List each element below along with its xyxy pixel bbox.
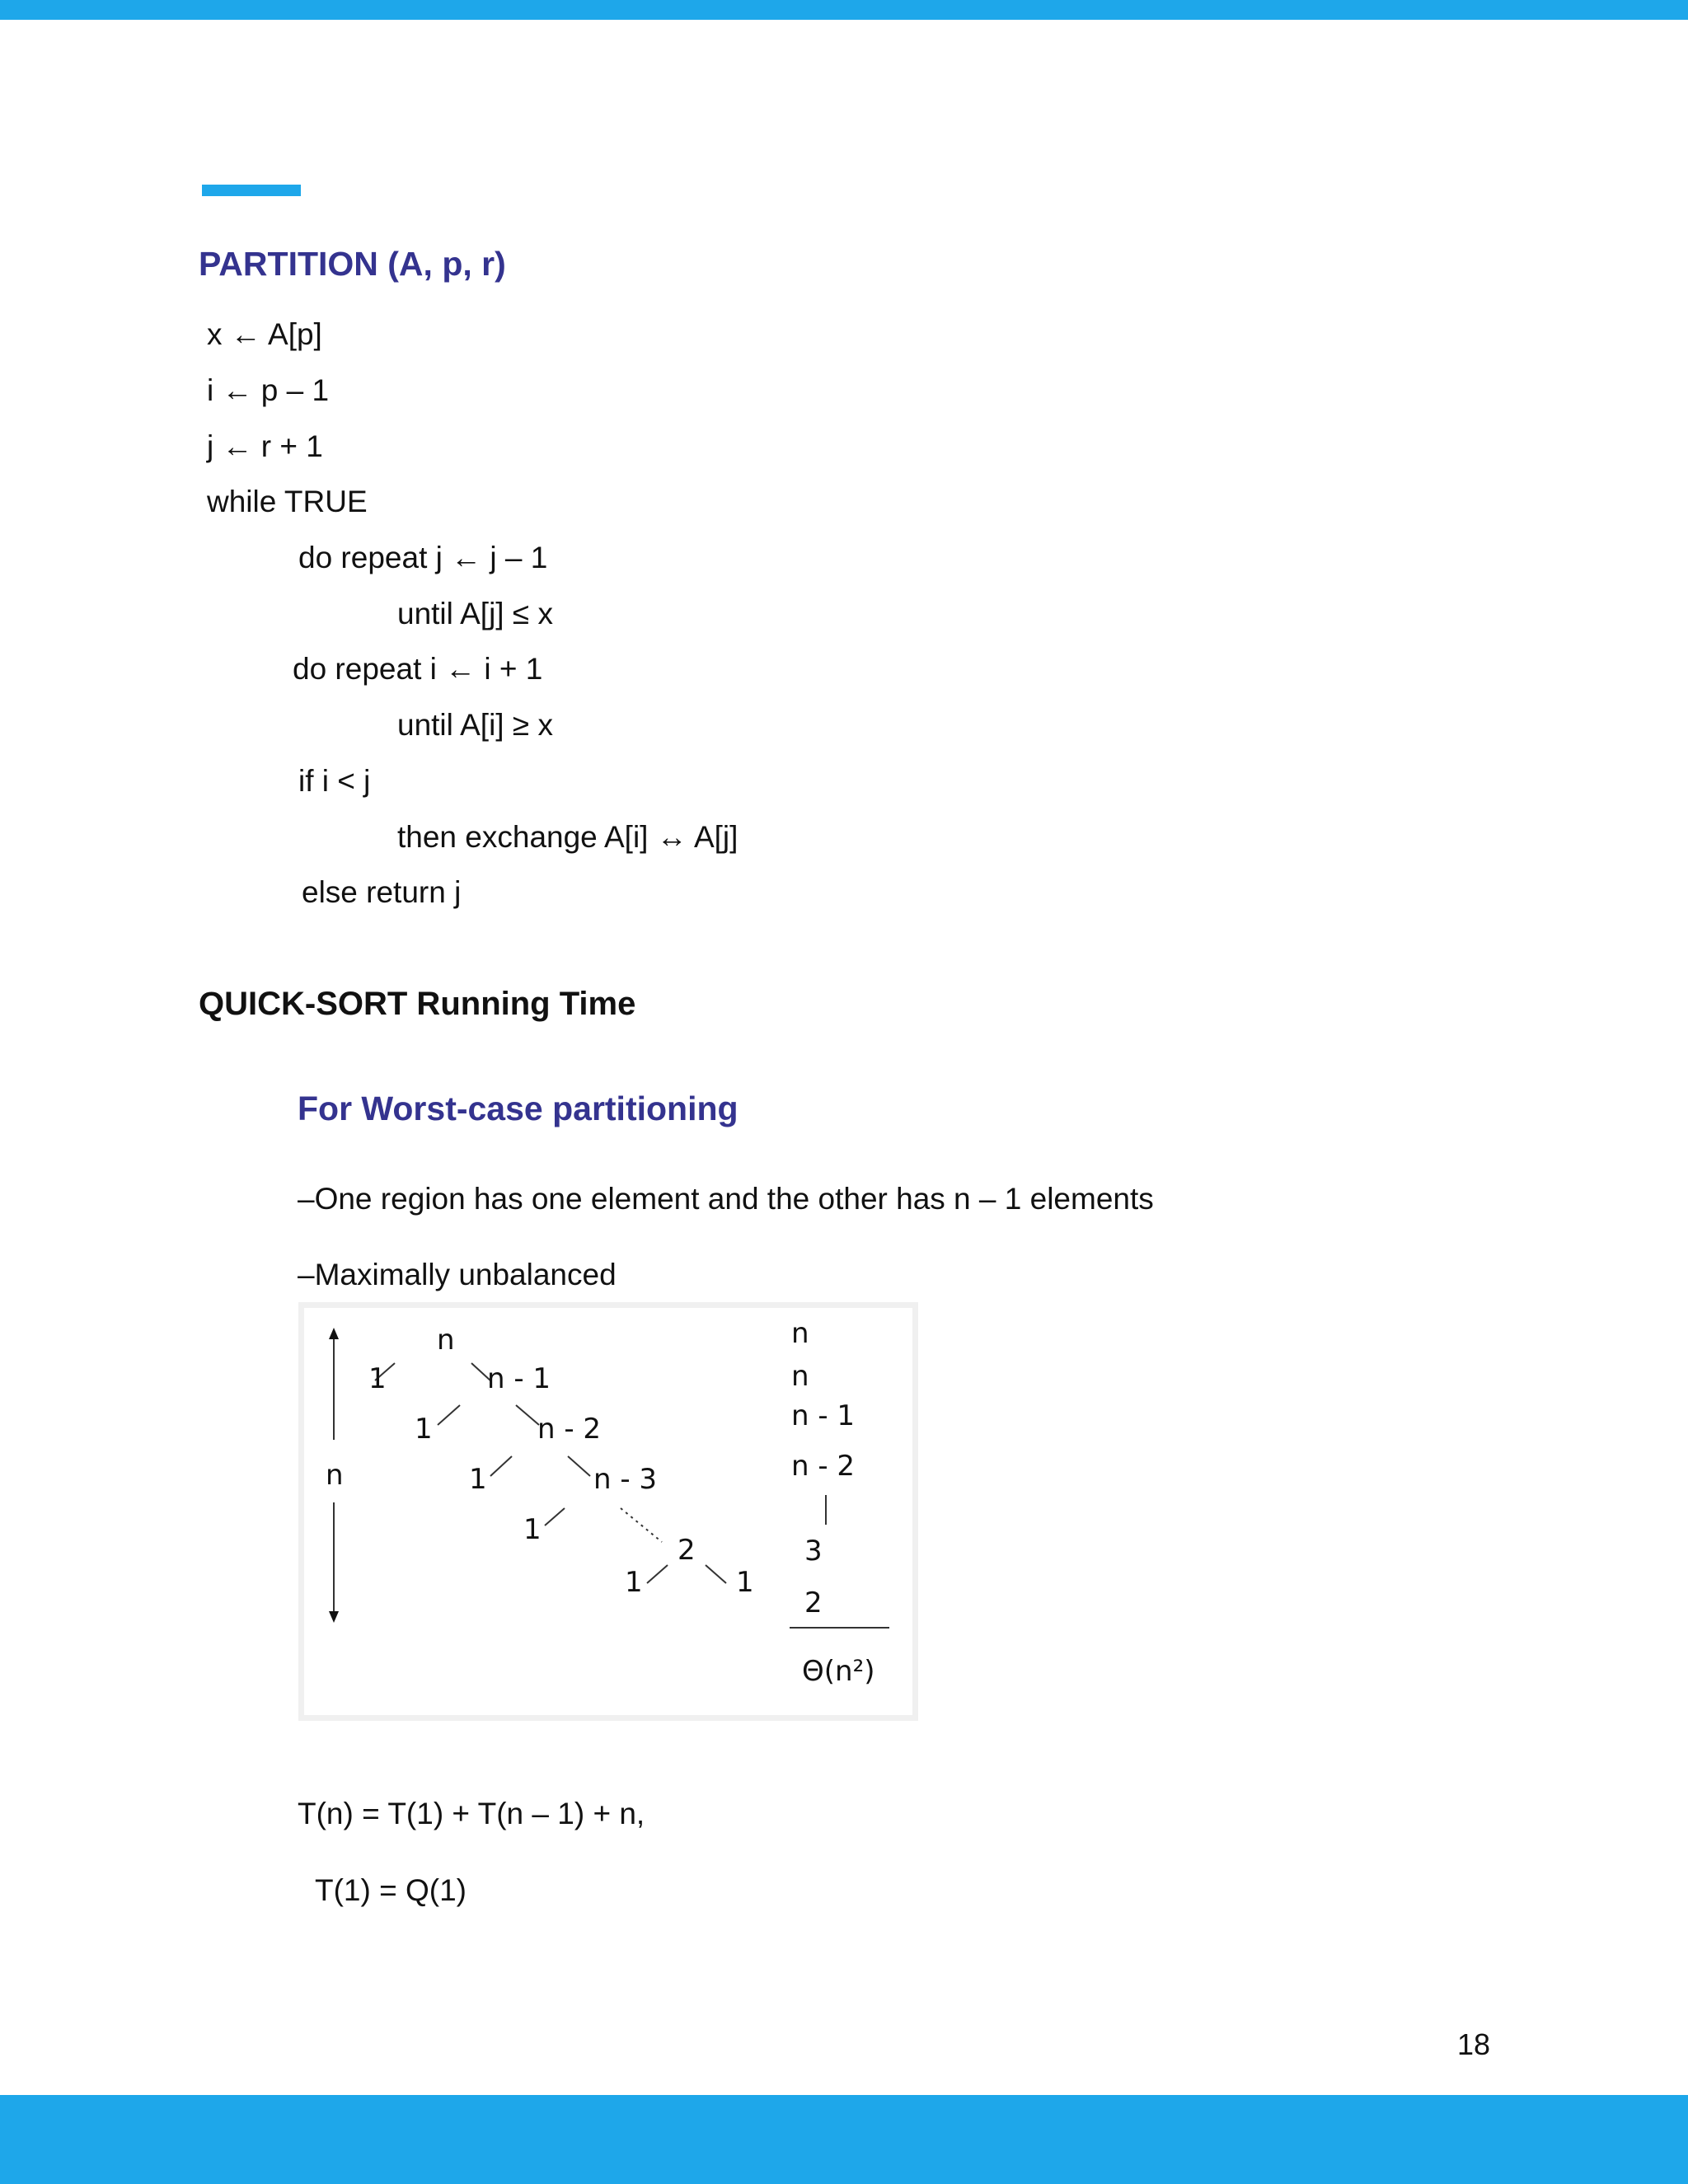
tree-edge — [568, 1456, 590, 1476]
tree-edge — [490, 1456, 512, 1476]
top-accent-bar — [0, 0, 1688, 20]
level-cost: n - 2 — [791, 1450, 856, 1483]
bullet-item: –One region has one element and the other has n – 1 elements — [298, 1182, 1154, 1216]
code-line: do repeat j ← j – 1 — [298, 541, 548, 574]
tree-node: 1 — [625, 1566, 643, 1599]
tree-edge — [706, 1565, 726, 1583]
tree-edge — [545, 1508, 565, 1526]
tree-node: 1 — [469, 1463, 487, 1496]
tree-node: 1 — [415, 1413, 433, 1446]
level-cost: 3 — [804, 1535, 823, 1568]
code-line: x ← A[p] — [207, 317, 322, 351]
total-cost: Θ(n²) — [802, 1655, 875, 1688]
bullet-item: –Maximally unbalanced — [298, 1258, 617, 1291]
tree-node: n - 3 — [593, 1463, 658, 1496]
recurrence-equation: T(n) = T(1) + T(n – 1) + n, — [298, 1797, 645, 1830]
code-line: until A[j] ≤ x — [397, 597, 553, 630]
tree-edge — [516, 1405, 539, 1425]
tree-edge — [647, 1565, 668, 1583]
code-line: j ← r + 1 — [207, 429, 323, 463]
tree-node: n - 2 — [537, 1413, 602, 1446]
level-cost: n — [791, 1317, 809, 1350]
tree-node: 1 — [368, 1362, 387, 1395]
arrow-up-head — [329, 1328, 339, 1339]
running-time-title: QUICK-SORT Running Time — [199, 986, 636, 1022]
level-cost: n - 1 — [791, 1399, 856, 1432]
code-line: until A[i] ≥ x — [397, 708, 553, 742]
recursion-tree-figure — [298, 1302, 918, 1721]
code-line: while TRUE — [207, 485, 368, 518]
bottom-accent-bar — [0, 2095, 1688, 2184]
level-cost: 2 — [804, 1586, 823, 1619]
code-line: else return j — [302, 875, 462, 909]
tree-edge — [438, 1405, 460, 1425]
code-line: if i < j — [298, 764, 371, 798]
recurrence-base-case: T(1) = Q(1) — [315, 1873, 467, 1907]
code-line: do repeat i ← i + 1 — [293, 652, 543, 686]
height-label: n — [326, 1459, 344, 1492]
code-line: i ← p – 1 — [207, 373, 330, 407]
tree-node: 1 — [736, 1566, 754, 1599]
tree-node: 2 — [678, 1534, 696, 1567]
level-cost: n — [791, 1360, 809, 1393]
tree-node: 1 — [523, 1513, 542, 1546]
code-line: then exchange A[i] ↔ A[j] — [397, 820, 738, 854]
tree-node: n — [437, 1324, 455, 1357]
arrow-down-head — [329, 1611, 339, 1623]
tree-node: n - 1 — [487, 1362, 551, 1395]
section-accent-dash — [202, 185, 301, 196]
page-number: 18 — [1457, 2027, 1491, 2061]
tree-edge-dotted — [621, 1508, 662, 1542]
worst-case-subtitle: For Worst-case partitioning — [298, 1090, 738, 1127]
partition-title: PARTITION (A, p, r) — [199, 245, 506, 283]
recursion-tree-diagram — [304, 1308, 912, 1715]
